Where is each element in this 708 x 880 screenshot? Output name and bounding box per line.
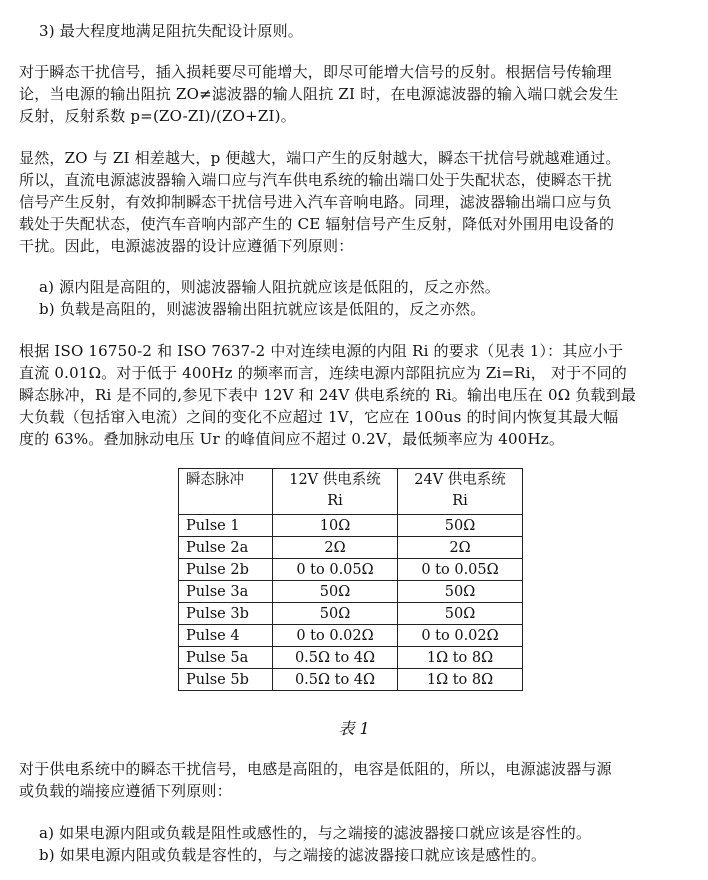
list-item: a) 如果电源内阻或负载是阻性或感性的，与之端接的滤波器接口就应该是容性的。 — [39, 824, 592, 842]
paragraph-line: 载处于失配状态，使汽车音响内部产生的 CE 辐射信号产生反射，降低对外围用电设备的 — [19, 215, 615, 233]
paragraph-line: 所以，直流电源滤波器输入端口应与汽车供电系统的输出端口处于失配状态，使瞬态干扰 — [19, 171, 612, 189]
paragraph-line: 显然，ZO 与 ZI 相差越大，p 便越大，端口产生的反射越大，瞬态干扰信号就越难通过。 — [19, 149, 621, 167]
paragraph-line: 或负载的端接应遵循下列原则： — [19, 782, 232, 800]
table-cell: 50Ω — [398, 603, 523, 625]
table-cell: Pulse 2b — [179, 559, 273, 581]
header-text: Ri — [327, 493, 343, 509]
table-cell: 2Ω — [398, 537, 523, 559]
paragraph-line: 直流 0.01Ω。对于低于 400Hz 的频率而言，连续电源内部阻抗应为 Zi=Ri， 对于不同的 — [19, 364, 627, 382]
paragraph-line: 对于供电系统中的瞬态干扰信号，电感是高阻的，电容是低阻的，所以，电源滤波器与源 — [19, 760, 612, 778]
header-text: Ri — [452, 493, 468, 509]
header-text: 瞬态脉冲 — [186, 472, 244, 488]
table-caption: 表 1 — [338, 719, 370, 738]
paragraph-line: 反射，反射系数 p=(ZO-ZI)/(ZO+ZI)。 — [19, 107, 296, 125]
paragraph-line: 信号产生反射，有效抑制瞬态干扰信号进入汽车音响电路。同理，滤波器输出端口应与负 — [19, 193, 612, 211]
list-item: b) 如果电源内阻或负载是容性的，与之端接的滤波器接口就应该是感性的。 — [39, 846, 547, 864]
table-header-cell — [398, 469, 523, 515]
table-cell: 0 to 0.02Ω — [273, 625, 398, 647]
table-header-row — [179, 469, 523, 515]
paragraph-line: 度的 63%。叠加脉动电压 Ur 的峰值间应不超过 0.2V，最低频率应为 400Hz。 — [19, 430, 565, 448]
paragraph-line: 干扰。因此，电源滤波器的设计应遵循下列原则： — [19, 237, 354, 255]
table-cell: 0.5Ω to 4Ω — [273, 647, 398, 669]
table-row — [179, 647, 523, 669]
table-cell: 1Ω to 8Ω — [398, 669, 523, 691]
table-cell: 0.5Ω to 4Ω — [273, 669, 398, 691]
header-text: 12V 供电系统 — [289, 472, 381, 488]
table-row — [179, 559, 523, 581]
table-header-cell — [179, 469, 273, 515]
table-cell: 1Ω to 8Ω — [398, 647, 523, 669]
table-row — [179, 669, 523, 691]
table-row — [179, 603, 523, 625]
list-item: a) 源内阻是高阻的，则滤波器输人阻抗就应该是低阻的，反之亦然。 — [39, 278, 500, 296]
table-cell: 0 to 0.05Ω — [273, 559, 398, 581]
table-cell: Pulse 3b — [179, 603, 273, 625]
table-cell: Pulse 4 — [179, 625, 273, 647]
table-cell: 2Ω — [273, 537, 398, 559]
table-row — [179, 581, 523, 603]
table-cell: 0 to 0.02Ω — [398, 625, 523, 647]
header-text: 24V 供电系统 — [414, 472, 506, 488]
table-row — [179, 625, 523, 647]
paragraph-line: 大负载（包括窜入电流）之间的变化不应超过 1V，它应在 100us 的时间内恢复其最大幅 — [19, 408, 619, 426]
table-cell: Pulse 1 — [179, 515, 273, 537]
table-row — [179, 537, 523, 559]
paragraph-line: 瞬态脉冲，Ri 是不同的,参见下表中 12V 和 24V 供电系统的 Ri。输出电压在 0Ω 负载到最 — [19, 386, 637, 404]
table-cell: Pulse 2a — [179, 537, 273, 559]
table-cell: Pulse 5b — [179, 669, 273, 691]
table-cell: 10Ω — [273, 515, 398, 537]
table-cell: Pulse 5a — [179, 647, 273, 669]
paragraph-line: 根据 ISO 16750-2 和 ISO 7637-2 中对连续电源的内阻 Ri 的要求（见表 1）：其应小于 — [19, 342, 624, 360]
table-cell: 0 to 0.05Ω — [398, 559, 523, 581]
table-cell: 50Ω — [398, 581, 523, 603]
table-cell: 50Ω — [398, 515, 523, 537]
principle-3: 3) 最大程度地满足阻抗失配设计原则。 — [39, 22, 303, 40]
ri-table — [178, 468, 523, 691]
list-item: b) 负载是高阻的，则滤波器输出阻抗就应该是低阻的，反之亦然。 — [39, 300, 486, 318]
table-cell: 50Ω — [273, 581, 398, 603]
table-row — [179, 515, 523, 537]
paragraph-line: 对于瞬态干扰信号，插入损耗要尽可能增大，即尽可能增大信号的反射。根据信号传输理 — [19, 63, 612, 81]
paragraph-line: 论，当电源的输出阻抗 ZO≠滤波器的输人阻抗 ZI 时，在电源滤波器的输入端口就会发生 — [19, 85, 619, 103]
table-cell: Pulse 3a — [179, 581, 273, 603]
table-header-cell — [273, 469, 398, 515]
table-cell: 50Ω — [273, 603, 398, 625]
